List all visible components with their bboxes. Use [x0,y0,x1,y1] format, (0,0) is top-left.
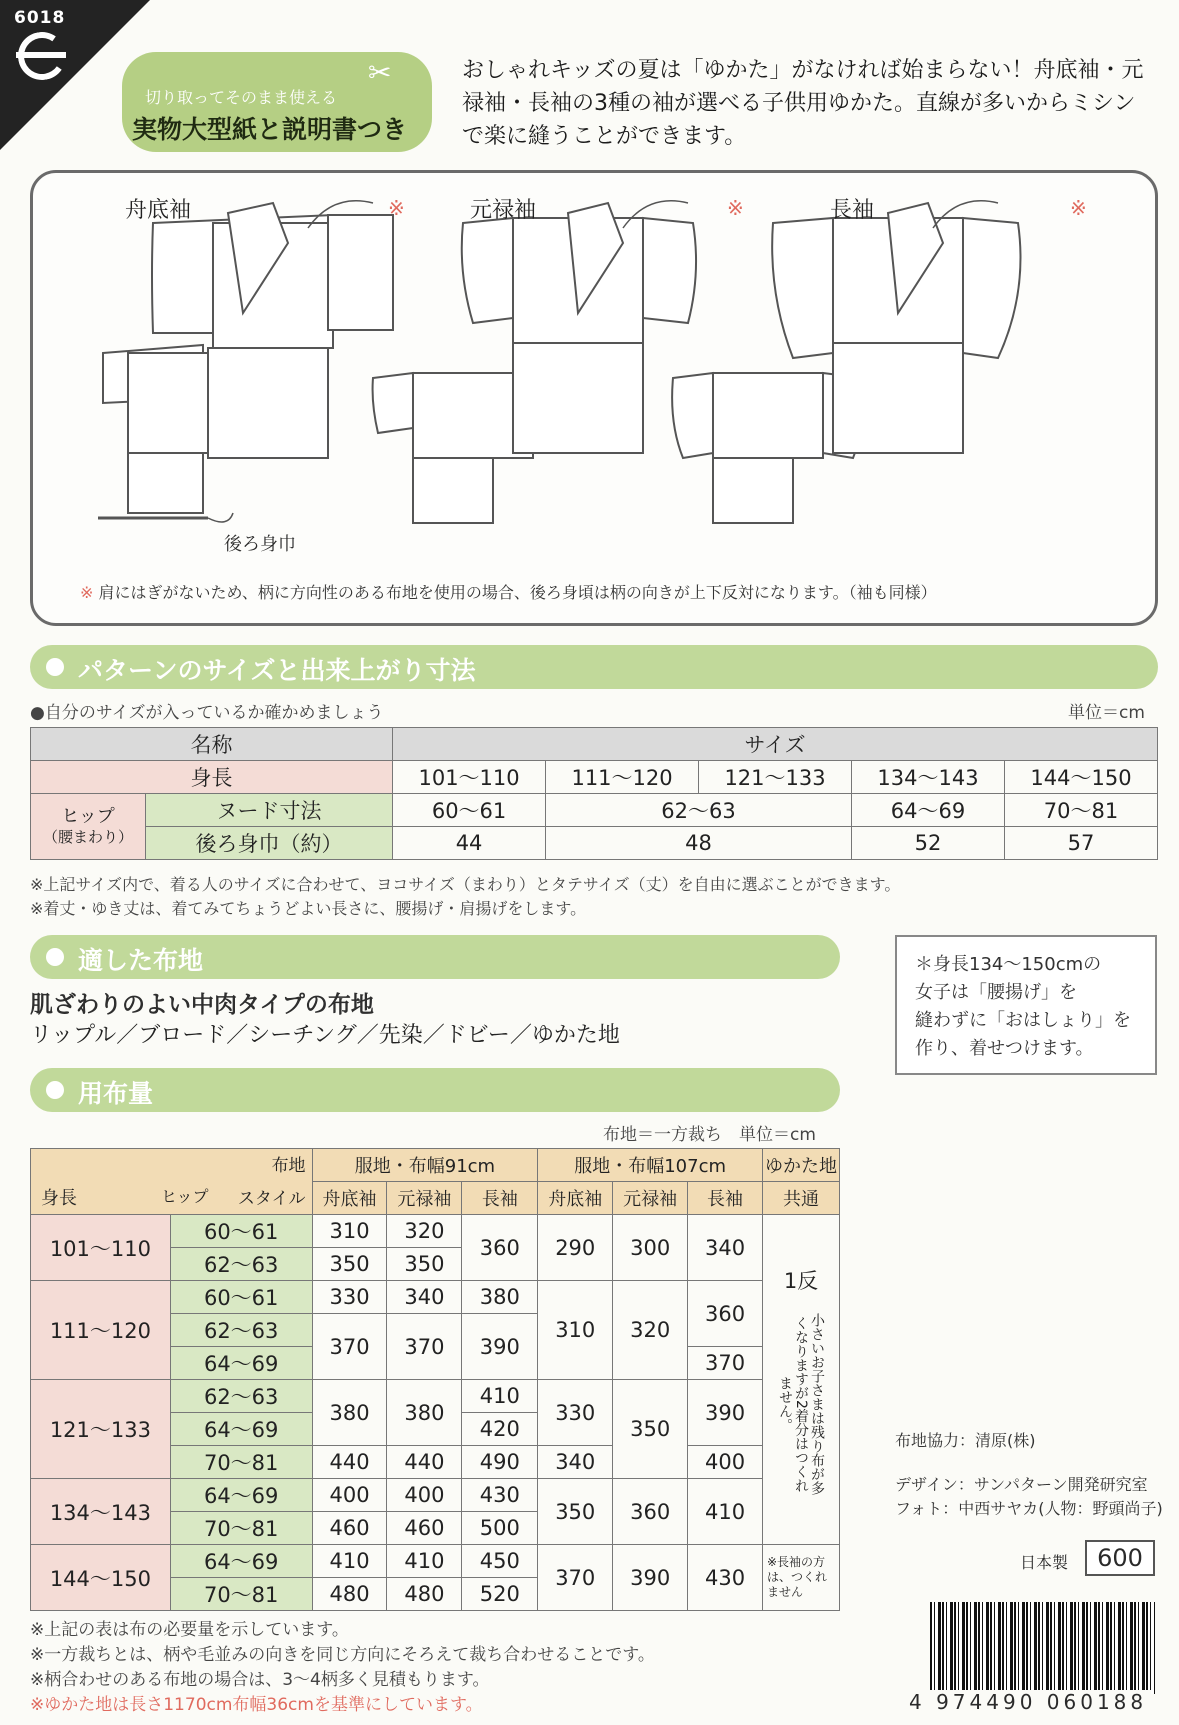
label-genroku: 元禄袖 [470,198,537,223]
yardage-cell: 330 [312,1281,387,1314]
back-width-row-label: 後ろ身巾（約） [146,827,393,860]
yardage-cell: 440 [387,1446,462,1479]
yardage-cell: 350 [538,1479,613,1545]
height-cell: 111〜120 [31,1281,171,1380]
yardage-table [30,1148,840,1611]
height-cell: 121〜133 [31,1380,171,1479]
yardage-cell: 520 [462,1578,538,1611]
style-header: 長袖 [688,1182,763,1215]
group-yukata: ゆかた地 [763,1149,840,1182]
yardage-cell: 390 [462,1314,538,1380]
intro-text: おしゃれキッズの夏は「ゆかた」がなければ始まらない！舟底袖・元禄袖・長袖の3種の袖が選べる子供用ゆかた。直線が多いからミシンで楽に縫うことができます。 [462,58,1144,149]
fabric-section-title: 適した布地 [78,946,204,975]
yardage-cell: 430 [688,1545,763,1611]
section-dot [46,948,64,966]
section-dot [46,1081,64,1099]
fabric-list: リップル／ブロード／シーチング／先染／ドビー／ゆかた地 [30,1023,620,1048]
yardage-cell: 460 [312,1512,387,1545]
yardage-cell: 380 [387,1380,462,1446]
yardage-cell: 460 [387,1512,462,1545]
common-header: 共通 [763,1182,840,1215]
yardage-cell: 420 [462,1413,538,1446]
asterisk-mark: ※ [727,196,744,220]
yardage-cell: 360 [462,1215,538,1281]
back-cell: 44 [393,827,546,860]
height-cell: 134〜143 [852,761,1005,794]
yukata-note2: ※長袖の方は、つくれません [763,1545,840,1611]
footer-note: ※一方裁ちとは、柄や毛並みの向きを同じ方向にそろえて裁ち合わせることです。 [30,1645,655,1665]
back-width-label: 後ろ身巾 [224,534,296,555]
back-cell: 52 [852,827,1005,860]
yardage-cell: 440 [312,1446,387,1479]
height-cell: 111〜120 [546,761,699,794]
nude-cell: 62〜63 [546,794,852,827]
height-cell: 121〜133 [699,761,852,794]
corner-header [31,1149,313,1215]
size-table [30,727,1158,860]
hip-cell: 64〜69 [170,1413,312,1446]
yardage-cell: 410 [462,1380,538,1413]
hip-label [31,794,146,860]
hip-cell: 60〜61 [170,1281,312,1314]
height-cell: 134〜143 [31,1479,171,1545]
nude-cell: 64〜69 [852,794,1005,827]
hip-cell: 64〜69 [170,1479,312,1512]
label-funazoko: 舟底袖 [125,198,192,223]
yardage-cell: 410 [688,1479,763,1545]
yardage-cell: 340 [387,1281,462,1314]
sidebox-line: 縫わずに「おはしょり」を [915,1010,1131,1031]
brand-logo-line [16,52,66,58]
yardage-cell: 370 [387,1314,462,1380]
hip-cell: 62〜63 [170,1314,312,1347]
ohashori-note-box [895,935,1157,1075]
yardage-cell: 390 [688,1380,763,1446]
yardage-cell: 400 [312,1479,387,1512]
barcode-number: 4 974490 060188 [905,1690,1151,1714]
yardage-cell: 350 [387,1248,462,1281]
sidebox-line: 女子は「腰揚げ」を [915,982,1077,1003]
label-nagasode: 長袖 [830,198,875,223]
col-size: サイズ [393,728,1158,761]
hip-cell: 64〜69 [170,1545,312,1578]
yukata-illustrations [33,173,1155,623]
hip-cell: 70〜81 [170,1578,312,1611]
yardage-cell: 370 [538,1545,613,1611]
nude-cell: 60〜61 [393,794,546,827]
footer-note: ※柄合わせのある布地の場合は、3〜4柄多く見積もります。 [30,1670,490,1690]
corner-style: スタイル [237,1189,306,1209]
hip-cell: 64〜69 [170,1347,312,1380]
col-name: 名称 [31,728,393,761]
yukata-note: 小さいお子さまは残り布が多くなりますが2着分はつくれません。 [777,1313,825,1495]
nude-label: ヌード寸法 [146,794,393,827]
barcode-icon [930,1602,1155,1694]
unit-label: 単位＝cm [1068,703,1145,723]
yukata-common-cell [763,1215,840,1545]
style-header: 元禄袖 [387,1182,462,1215]
size-note-1: ※上記サイズ内で、着る人のサイズに合わせて、ヨコサイズ（まわり）とタテサイズ（丈）を自由に選ぶことができます。 [30,875,901,894]
corner-fabric: 布地 [271,1156,306,1176]
yardage-cell: 380 [462,1281,538,1314]
yardage-unit: 布地＝一方裁ち 単位＝cm [603,1125,816,1145]
corner-hip: ヒップ [161,1187,209,1206]
style-header: 舟底袖 [312,1182,387,1215]
yardage-cell: 360 [613,1479,688,1545]
footer-note: ※上記の表は布の必要量を示しています。 [30,1620,349,1640]
illustration-note [80,580,937,603]
yardage-cell: 300 [613,1215,688,1281]
hip-cell: 70〜81 [170,1512,312,1545]
illustration-note-text: 肩にはぎがないため、柄に方向性のある布地を使用の場合、後ろ身頃は柄の向きが上下反対になります。（袖も同様） [98,583,937,602]
made-in: 日本製 [1020,1553,1069,1572]
yardage-cell: 380 [312,1380,387,1446]
design-credit: デザイン：サンパターン開発研究室 [895,1475,1148,1494]
yardage-cell: 330 [538,1380,613,1446]
yardage-cell: 360 [688,1281,763,1347]
yardage-cell: 500 [462,1512,538,1545]
footer-notes [30,1618,655,1718]
size-section-title: パターンのサイズと出来上がり寸法 [78,656,476,685]
yardage-cell: 340 [538,1446,613,1479]
yardage-cell: 400 [387,1479,462,1512]
style-header: 元禄袖 [613,1182,688,1215]
yardage-cell: 370 [688,1347,763,1380]
pattern-number: 6018 [14,8,66,28]
group-91: 服地・布幅91cm [312,1149,538,1182]
hip-label-text: ヒップ [61,805,115,827]
corner-height: 身長 [41,1188,77,1209]
yardage-cell: 350 [312,1248,387,1281]
hip-sub-text: （腰まわり） [42,827,133,846]
yardage-cell: 480 [312,1578,387,1611]
section-dot [46,658,64,676]
yardage-section-title: 用布量 [78,1079,154,1108]
height-cell: 144〜150 [31,1545,171,1611]
fabric-credit: 布地協力：清原(株) [895,1431,1036,1450]
yardage-cell: 370 [312,1314,387,1380]
hip-cell: 62〜63 [170,1248,312,1281]
yardage-cell: 430 [462,1479,538,1512]
badge-title: 実物大型紙と説明書つき [132,115,408,144]
badge-subtitle: 切り取ってそのまま使える [145,88,338,107]
asterisk-mark: ※ [388,196,405,220]
yardage-cell: 310 [312,1215,387,1248]
yardage-cell: 450 [462,1545,538,1578]
price-box: 600 [1085,1540,1155,1576]
photo-credit: フォト：中西サヤカ(人物：野頭尚子) [895,1499,1163,1518]
yardage-cell: 410 [312,1545,387,1578]
hip-cell: 70〜81 [170,1446,312,1479]
asterisk-mark: ※ [1070,196,1087,220]
note-mark: ※ [80,583,94,602]
size-note-2: ※着丈・ゆき丈は、着てみてちょうどよい長さに、腰揚げ・肩揚げをします。 [30,899,587,918]
style-header: 長袖 [462,1182,538,1215]
back-cell: 48 [546,827,852,860]
yardage-cell: 350 [613,1380,688,1479]
hip-cell: 62〜63 [170,1380,312,1413]
illustration-panel [30,170,1158,626]
fabric-headline: 肌ざわりのよい中肉タイプの布地 [30,992,374,1018]
yukata-amount: 1反 [783,1269,819,1293]
style-header: 舟底袖 [538,1182,613,1215]
yardage-cell: 490 [462,1446,538,1479]
size-check-note: ●自分のサイズが入っているか確かめましょう [30,703,384,723]
height-cell: 101〜110 [393,761,546,794]
yardage-cell: 290 [538,1215,613,1281]
yardage-cell: 410 [387,1545,462,1578]
footer-note: ※ゆかた地は長さ1170cm布幅36cmを基準にしています。 [30,1695,483,1715]
yardage-cell: 400 [688,1446,763,1479]
scissors-icon: ✂ [368,56,392,89]
yardage-cell: 480 [387,1578,462,1611]
yardage-cell: 310 [538,1281,613,1380]
yardage-cell: 390 [613,1545,688,1611]
group-107: 服地・布幅107cm [538,1149,763,1182]
height-cell: 144〜150 [1005,761,1158,794]
yardage-cell: 340 [688,1215,763,1281]
hip-cell: 60〜61 [170,1215,312,1248]
nude-cell: 70〜81 [1005,794,1158,827]
yardage-cell: 320 [613,1281,688,1380]
height-cell: 101〜110 [31,1215,171,1281]
sidebox-line: ＊身長134〜150cmの [915,954,1102,975]
yardage-cell: 320 [387,1215,462,1248]
sidebox-line: 作り、着せつけます。 [915,1038,1094,1059]
height-label: 身長 [31,761,393,794]
back-cell: 57 [1005,827,1158,860]
